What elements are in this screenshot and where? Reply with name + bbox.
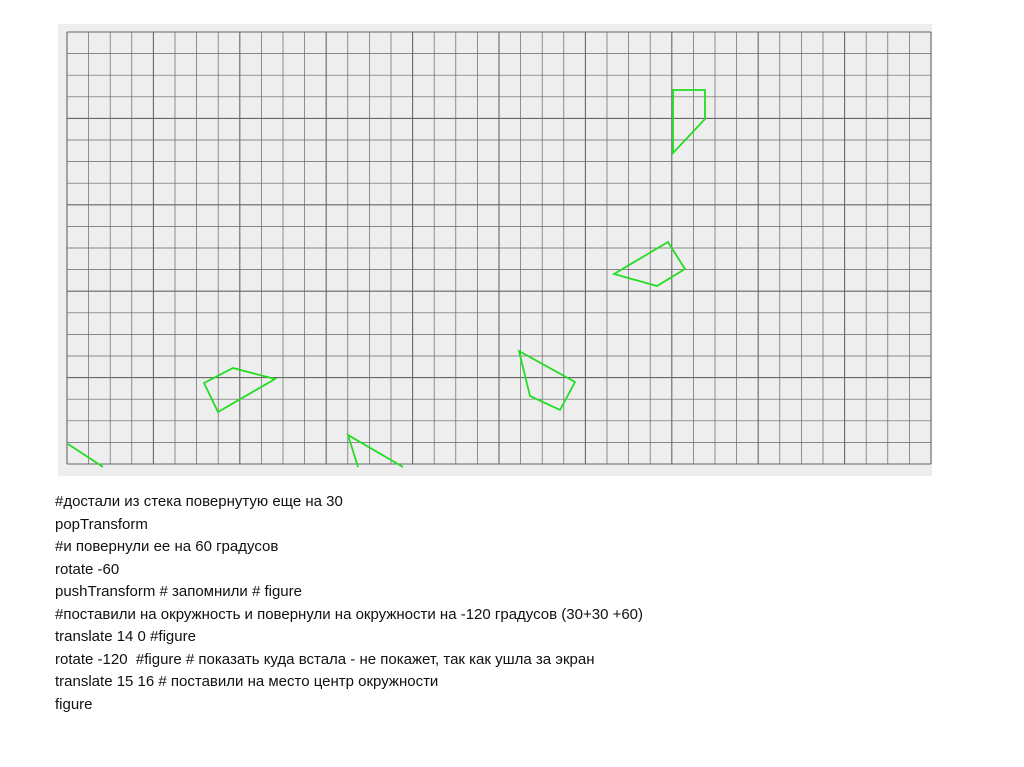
code-line: #и повернули ее на 60 градусов xyxy=(55,538,279,555)
code-block xyxy=(55,491,643,716)
figure-center xyxy=(519,351,575,410)
code-line: #поставили на окружность и повернули на окружности на -120 градусов (30+30 +60) xyxy=(55,605,644,623)
code-line: rotate -60 xyxy=(55,560,120,578)
code-line: #достали из стека повернутую еще на 30 xyxy=(55,493,343,510)
code-line: figure xyxy=(55,695,93,713)
figure-top-right xyxy=(673,90,705,153)
figure-right-middle xyxy=(614,242,685,286)
grid-panel xyxy=(58,24,932,476)
code-line: pushTransform # запомнили # figure xyxy=(55,583,302,600)
code-line: rotate -120 #figure # показать куда встала - не покажет, так как ушла за экран xyxy=(55,650,595,668)
code-line: translate 15 16 # поставили на место центр окружности xyxy=(55,673,439,690)
grid-canvas xyxy=(58,24,932,476)
grid-lines xyxy=(67,32,931,464)
code-line: translate 14 0 #figure xyxy=(55,628,196,645)
figures xyxy=(68,90,705,467)
code-line: popTransform xyxy=(55,515,148,533)
figure-partial-bottom-center xyxy=(348,435,403,467)
